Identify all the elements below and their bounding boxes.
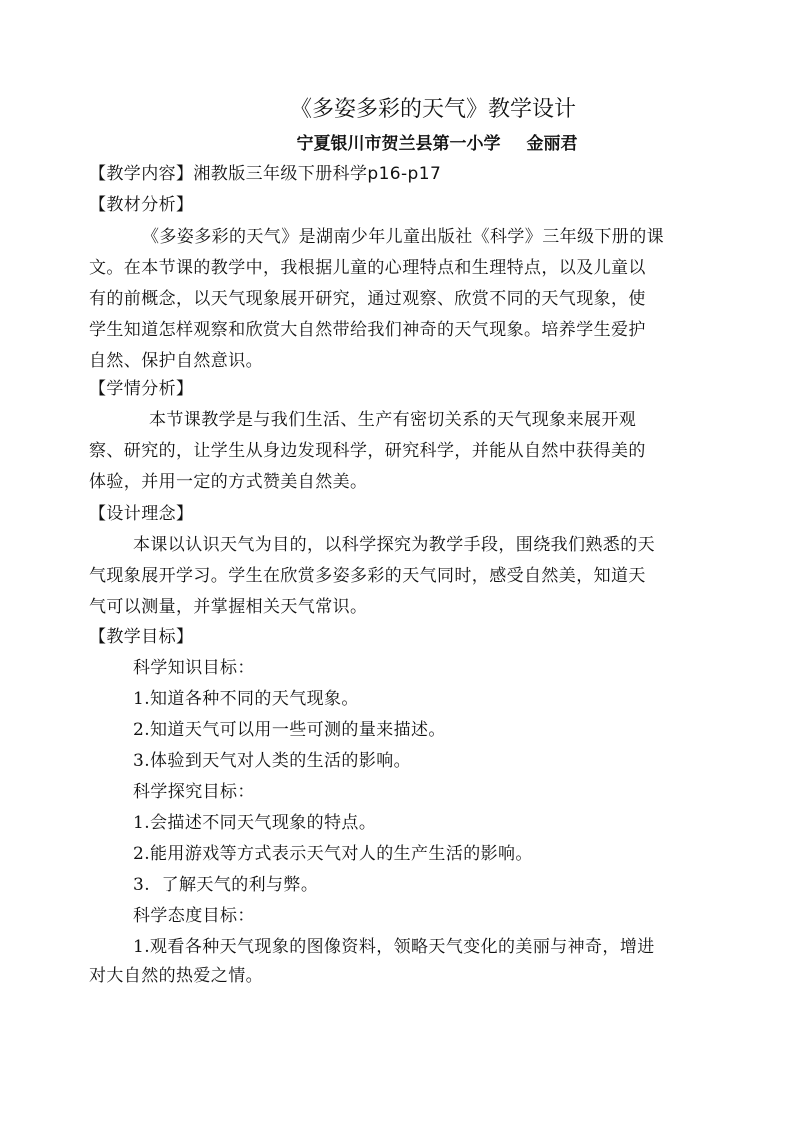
- list-item: 2.知道天气可以用一些可测的量来描述。: [133, 720, 446, 740]
- subsection-title: 科学探究目标：: [133, 782, 255, 802]
- paragraph-line: 气可以测量，并掌握相关天气常识。: [89, 597, 368, 617]
- paragraph-line: 察、研究的，让学生从身边发现科学，研究科学，并能从自然中获得美的: [89, 441, 646, 461]
- paragraph-line: 本课以认识天气为目的，以科学探究为教学手段，围绕我们熟悉的天: [133, 535, 655, 555]
- paragraph-line: 体验，并用一定的方式赞美自然美。: [89, 472, 368, 492]
- subsection-title: 科学知识目标：: [133, 658, 255, 678]
- paragraph-line: 自然、保护自然意识。: [89, 351, 263, 371]
- list-item: 2.能用游戏等方式表示天气对人的生产生活的影响。: [133, 844, 533, 864]
- section-heading-goals: 【教学目标】: [89, 627, 194, 647]
- document-title: 《多姿多彩的天气》教学设计: [289, 97, 576, 122]
- list-item: 3.体验到天气对人类的生活的影响。: [133, 751, 412, 771]
- school-name: 宁夏银川市贺兰县第一小学: [296, 134, 501, 154]
- section-heading-textbook: 【教材分析】: [89, 195, 194, 215]
- list-item-continuation: 对大自然的热爱之情。: [89, 966, 263, 986]
- list-item: 3. 了解天气的利与弊。: [133, 875, 319, 895]
- list-item: 1.会描述不同天气现象的特点。: [133, 813, 377, 833]
- paragraph-line: 本节课教学是与我们生活、生产有密切关系的天气现象来展开观: [149, 410, 637, 430]
- paragraph-line: 气现象展开学习。学生在欣赏多姿多彩的天气同时，感受自然美，知道天: [89, 566, 646, 586]
- subsection-title: 科学态度目标：: [133, 906, 255, 926]
- section-heading-concept: 【设计理念】: [89, 504, 194, 524]
- author-name: 金丽君: [526, 134, 578, 154]
- paragraph-line: 有的前概念，以天气现象展开研究，通过观察、欣赏不同的天气现象，使: [89, 289, 646, 309]
- byline: [0, 131, 794, 157]
- paragraph-line: 文。在本节课的教学中，我根据儿童的心理特点和生理特点，以及儿童以: [89, 258, 646, 278]
- section-heading-content: 【教学内容】湘教版三年级下册科学p16-p17: [89, 164, 442, 184]
- list-item: 1.观看各种天气现象的图像资料，领略天气变化的美丽与神奇，增进: [133, 937, 655, 957]
- list-item: 1.知道各种不同的天气现象。: [133, 689, 359, 709]
- paragraph-line: 学生知道怎样观察和欣赏大自然带给我们神奇的天气现象。培养学生爱护: [89, 320, 646, 340]
- section-heading-students: 【学情分析】: [89, 379, 194, 399]
- paragraph-line: 《多姿多彩的天气》是湖南少年儿童出版社《科学》三年级下册的课: [142, 227, 664, 247]
